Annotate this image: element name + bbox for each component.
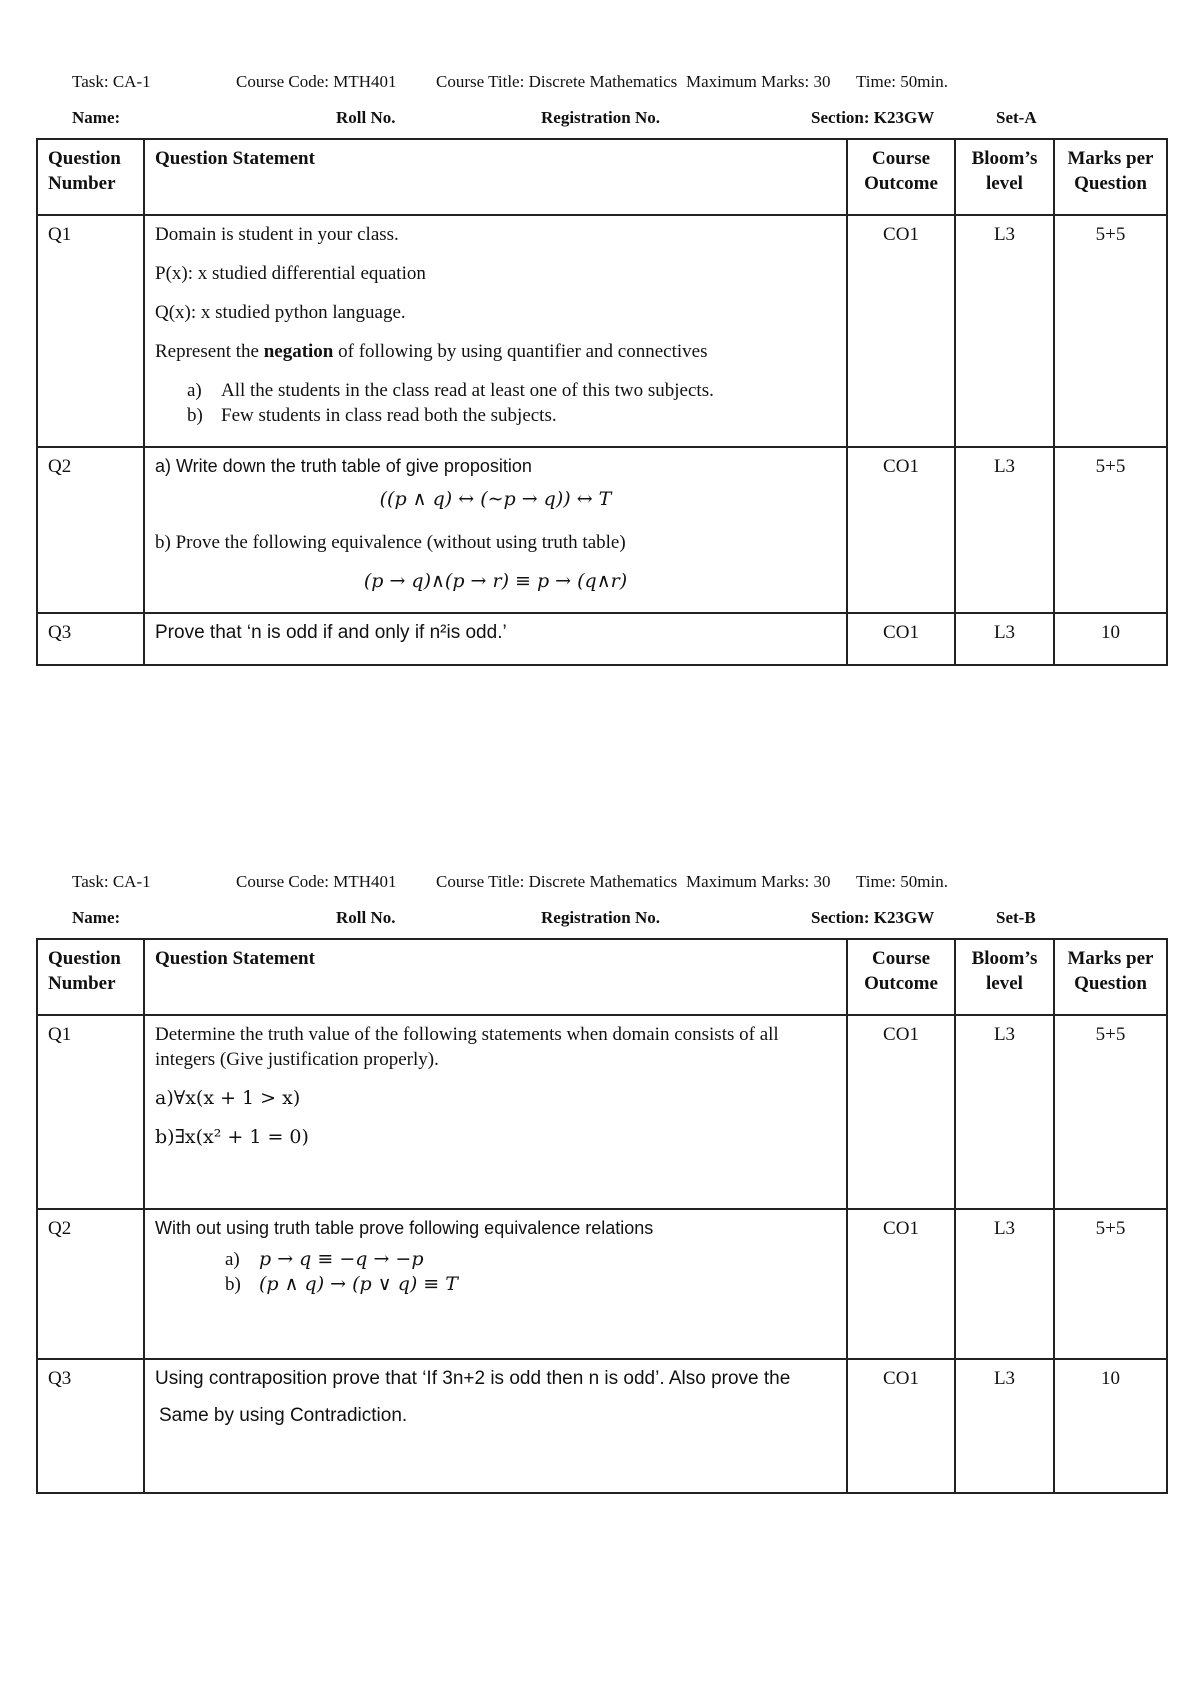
course-code: Course Code: MTH401 [236, 72, 397, 91]
math-expression: (p ∧ q) → (p ∨ q) ≡ T [259, 1273, 458, 1295]
col-question-number: Question Number [37, 139, 144, 215]
item-text: All the students in the class read at least one of this two subjects. [221, 380, 714, 401]
blooms-level: L3 [955, 1359, 1054, 1493]
statement-line: Q(x): x studied python language. [155, 302, 406, 323]
emphasis-negation: negation [263, 341, 334, 362]
col-question-number: Question Number [37, 939, 144, 1015]
marks: 5+5 [1054, 447, 1167, 613]
marks: 5+5 [1054, 1015, 1167, 1209]
section-label: Section: K23GW [811, 108, 935, 127]
time-label: Time: 50min. [856, 872, 948, 891]
blooms-level: L3 [955, 447, 1054, 613]
header-line-2 [36, 102, 1166, 138]
list-item [225, 1247, 836, 1272]
question-statement [144, 215, 847, 447]
math-expression: a)∀x(x + 1 > x) [155, 1087, 301, 1109]
item-label: b) [187, 405, 203, 426]
col-question-statement: Question Statement [144, 139, 847, 215]
table-row [37, 613, 1167, 665]
question-number: Q3 [37, 1359, 144, 1493]
course-title: Course Title: Discrete Mathematics [436, 872, 678, 891]
col-blooms-level: Bloom’s level [955, 139, 1054, 215]
col-question-statement: Question Statement [144, 939, 847, 1015]
question-statement [144, 1359, 847, 1493]
list-item [225, 1272, 836, 1297]
statement-line: Using contraposition prove that ‘If 3n+2 is odd then n is odd’. Also prove the [155, 1368, 791, 1389]
question-table-set-a [36, 138, 1168, 666]
task-label: Task: CA-1 [72, 872, 151, 891]
registration-label: Registration No. [541, 908, 660, 927]
maximum-marks: Maximum Marks: 30 [686, 872, 831, 891]
table-row [37, 215, 1167, 447]
course-outcome: CO1 [847, 215, 955, 447]
statement-line: With out using truth table prove following equivalence relations [155, 1218, 654, 1238]
statement-line: P(x): x studied differential equation [155, 263, 426, 284]
course-outcome: CO1 [847, 447, 955, 613]
statement-line: Domain is student in your class. [155, 224, 399, 245]
task-label: Task: CA-1 [72, 72, 151, 91]
item-label: a) [225, 1249, 240, 1270]
sub-question-list [155, 378, 836, 428]
section-label: Section: K23GW [811, 908, 935, 927]
math-expression: (p → q)∧(p → r) ≡ p → (q∧r) [363, 570, 628, 592]
question-sheet-set-a [36, 64, 1166, 666]
time-label: Time: 50min. [856, 72, 948, 91]
blooms-level: L3 [955, 1015, 1054, 1209]
table-header-row [37, 939, 1167, 1015]
statement-line [155, 1125, 836, 1150]
header-line-2 [36, 902, 1166, 938]
blooms-level: L3 [955, 215, 1054, 447]
col-course-outcome: Course Outcome [847, 939, 955, 1015]
statement-line [155, 1086, 836, 1111]
course-title: Course Title: Discrete Mathematics [436, 72, 678, 91]
question-table-set-b [36, 938, 1168, 1494]
text-fragment: Represent the [155, 341, 264, 362]
course-outcome: CO1 [847, 1015, 955, 1209]
course-outcome: CO1 [847, 1359, 955, 1493]
course-code: Course Code: MTH401 [236, 872, 397, 891]
marks: 5+5 [1054, 1209, 1167, 1359]
marks: 10 [1054, 613, 1167, 665]
col-marks-per-question: Marks per Question [1054, 139, 1167, 215]
list-item [187, 403, 836, 428]
sub-question-list [155, 1247, 836, 1297]
question-sheet-set-b [36, 864, 1166, 1494]
question-statement [144, 1209, 847, 1359]
course-outcome: CO1 [847, 1209, 955, 1359]
question-number: Q2 [37, 447, 144, 613]
item-label: b) [225, 1274, 241, 1295]
math-expression: ((p ∧ q) ↔ (∼p → q)) ↔ T [379, 488, 612, 510]
question-statement: Prove that ‘n is odd if and only if n²is odd.’ [144, 613, 847, 665]
roll-label: Roll No. [336, 908, 396, 927]
col-course-outcome: Course Outcome [847, 139, 955, 215]
question-statement [144, 447, 847, 613]
set-label: Set-B [996, 908, 1036, 927]
item-text: Few students in class read both the subjects. [221, 405, 557, 426]
math-expression: b)∃x(x² + 1 = 0) [155, 1126, 309, 1148]
col-marks-per-question: Marks per Question [1054, 939, 1167, 1015]
item-label: a) [187, 380, 202, 401]
math-expression: p → q ≡ −q → −p [259, 1248, 424, 1270]
table-header-row [37, 139, 1167, 215]
header-line-1 [36, 64, 1166, 102]
list-item [187, 378, 836, 403]
statement-line: a) Write down the truth table of give proposition [155, 456, 532, 476]
maximum-marks: Maximum Marks: 30 [686, 72, 831, 91]
roll-label: Roll No. [336, 108, 396, 127]
statement-line: b) Prove the following equivalence (without using truth table) [155, 532, 626, 553]
statement-line: Same by using Contradiction. [159, 1405, 408, 1426]
set-label: Set-A [996, 108, 1037, 127]
question-number: Q2 [37, 1209, 144, 1359]
table-row [37, 1209, 1167, 1359]
course-outcome: CO1 [847, 613, 955, 665]
table-row [37, 1015, 1167, 1209]
name-label: Name: [72, 108, 121, 127]
col-blooms-level: Bloom’s level [955, 939, 1054, 1015]
text-fragment: of following by using quantifier and connectives [333, 341, 708, 362]
blooms-level: L3 [955, 613, 1054, 665]
header-line-1 [36, 864, 1166, 902]
question-statement [144, 1015, 847, 1209]
registration-label: Registration No. [541, 108, 660, 127]
marks: 10 [1054, 1359, 1167, 1493]
table-row [37, 447, 1167, 613]
question-number: Q1 [37, 1015, 144, 1209]
question-number: Q3 [37, 613, 144, 665]
marks: 5+5 [1054, 215, 1167, 447]
statement-line [155, 339, 836, 364]
name-label: Name: [72, 908, 121, 927]
question-number: Q1 [37, 215, 144, 447]
table-row [37, 1359, 1167, 1493]
blooms-level: L3 [955, 1209, 1054, 1359]
statement-line: Determine the truth value of the following statements when domain consists of all integers (Give justification properly). [155, 1024, 779, 1070]
